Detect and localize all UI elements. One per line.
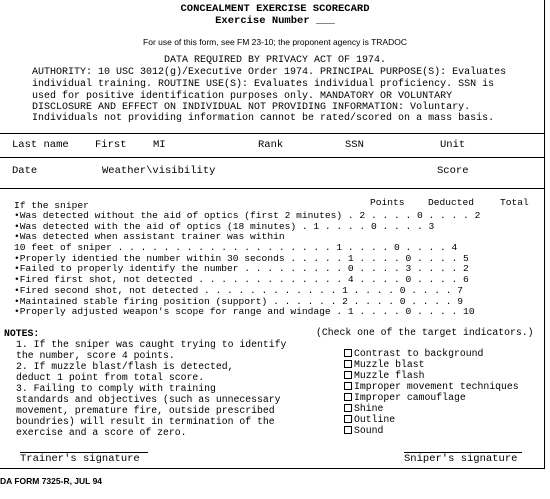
note-line: boundries) will result in termination of the <box>16 416 275 427</box>
scoring-row: •Failed to properly identify the number . . . . . . . . . 0 . . . . 3 . . . . 2 <box>14 263 469 274</box>
note-line: movement, premature fire, outside prescribed <box>16 405 275 416</box>
unit-field[interactable]: Unit <box>440 139 466 151</box>
scoring-row: •Properly identied the number within 30 seconds . . . . . 1 . . . . 0 . . . . 5 <box>14 253 469 264</box>
weather-field[interactable]: Weather\visibility <box>102 165 216 177</box>
scoring-row: •Fired second shot, not detected . . . . . . . . . . . . 1 . . . . 0 . . . . 7 <box>14 285 464 296</box>
scoring-intro: If the sniper <box>14 200 89 211</box>
divider <box>0 157 545 158</box>
checkbox[interactable] <box>344 404 352 412</box>
note-line: 2. If muzzle blast/flash is detected, <box>16 361 234 372</box>
sniper-signature-label: Sniper's signature <box>404 453 518 465</box>
privacy-line: individual training. ROUTINE USE(S): Evaluates individual proficiency. SSN is <box>32 79 495 90</box>
notes-heading: NOTES: <box>4 328 40 339</box>
deducted-header: Deducted <box>428 197 475 208</box>
scoring-row: •Maintained stable firing position (support) . . . . . . 2 . . . . 0 . . . . 9 <box>14 296 464 307</box>
indicator-option[interactable]: Improper camouflage <box>344 392 466 403</box>
indicator-option[interactable]: Outline <box>344 414 395 425</box>
scoring-row: •Was detected without the aid of optics (first 2 minutes) . 2 . . . . 0 . . . . 2 <box>14 210 481 221</box>
scoring-row: •Fired first shot, not detected . . . . . . . . . . . . . 4 . . . . 0 . . . . 6 <box>14 274 469 285</box>
scoring-row: •Was detected with the aid of optics (18 minutes) . 1 . . . . 0 . . . . 3 <box>14 221 435 232</box>
checkbox[interactable] <box>344 360 352 368</box>
privacy-line: DISCLOSURE AND EFFECT ON INDIVIDUAL NOT PROVIDING INFORMATION: Voluntary. <box>32 102 471 113</box>
scoring-row: •Properly adjusted weapon's scope for range and windage . 1 . . . . 0 . . . . 10 <box>14 306 475 317</box>
form-title: CONCEALMENT EXERCISE SCORECARD <box>180 3 370 15</box>
checkbox[interactable] <box>344 371 352 379</box>
checkbox[interactable] <box>344 426 352 434</box>
points-header: Points <box>370 197 405 208</box>
total-header: Total <box>500 197 529 208</box>
score-field[interactable]: Score <box>437 165 469 177</box>
checkbox[interactable] <box>344 382 352 390</box>
divider <box>0 188 545 189</box>
privacy-line: used for positive identification purposes only. MANDATORY OR VOLUNTARY <box>32 91 453 102</box>
note-line: deduct 1 point from total score. <box>16 372 205 383</box>
note-line: 3. Failing to comply with training <box>16 383 216 394</box>
checkbox[interactable] <box>344 415 352 423</box>
note-line: 1. If the sniper was caught trying to identify <box>16 339 287 350</box>
indicator-option[interactable]: Muzzle flash <box>344 370 425 381</box>
last-name-field[interactable]: Last name <box>12 139 69 151</box>
indicator-option[interactable]: Improper movement techniques <box>344 381 519 392</box>
indicators-heading: (Check one of the target indicators.) <box>316 327 534 338</box>
privacy-heading: DATA REQUIRED BY PRIVACY ACT OF 1974. <box>163 55 387 66</box>
form-number: DA FORM 7325-R, JUL 94 <box>0 476 103 486</box>
for-use-note: For use of this form, see FM 23-10; the proponent agency is TRADOC <box>143 37 407 47</box>
first-name-field[interactable]: First <box>95 139 127 151</box>
scoring-row: 10 feet of sniper . . . . . . . . . . . . . . . . . . . 1 . . . . 0 . . . . 4 <box>14 242 458 253</box>
privacy-line: Individuals not providing information cannot be rated/scored on a mass basis. <box>32 113 495 124</box>
bottom-border <box>0 468 545 469</box>
privacy-line: AUTHORITY: 10 USC 3012(g)/Executive Order 1974. PRINCIPAL PURPOSE(S): Evaluates <box>32 67 507 78</box>
right-border <box>544 0 545 469</box>
note-line: the number, score 4 points. <box>16 350 175 361</box>
indicator-option[interactable]: Contrast to background <box>344 348 483 359</box>
note-line: exercise and a score of zero. <box>16 427 187 438</box>
exercise-number: Exercise Number ___ <box>215 15 335 27</box>
ssn-field[interactable]: SSN <box>345 139 364 151</box>
indicator-option[interactable]: Muzzle blast <box>344 359 425 370</box>
rank-field[interactable]: Rank <box>258 139 284 151</box>
mi-field[interactable]: MI <box>153 139 166 151</box>
indicator-option[interactable]: Shine <box>344 403 383 414</box>
trainer-signature-label: Trainer's signature <box>20 453 140 465</box>
divider <box>0 133 545 134</box>
indicator-option[interactable]: Sound <box>344 425 383 436</box>
scoring-row: •Was detected when assistant trainer was within <box>14 231 285 242</box>
checkbox[interactable] <box>344 349 352 357</box>
note-line: standards and objectives (such as unnecessary <box>16 394 281 405</box>
date-field[interactable]: Date <box>12 165 38 177</box>
checkbox[interactable] <box>344 393 352 401</box>
